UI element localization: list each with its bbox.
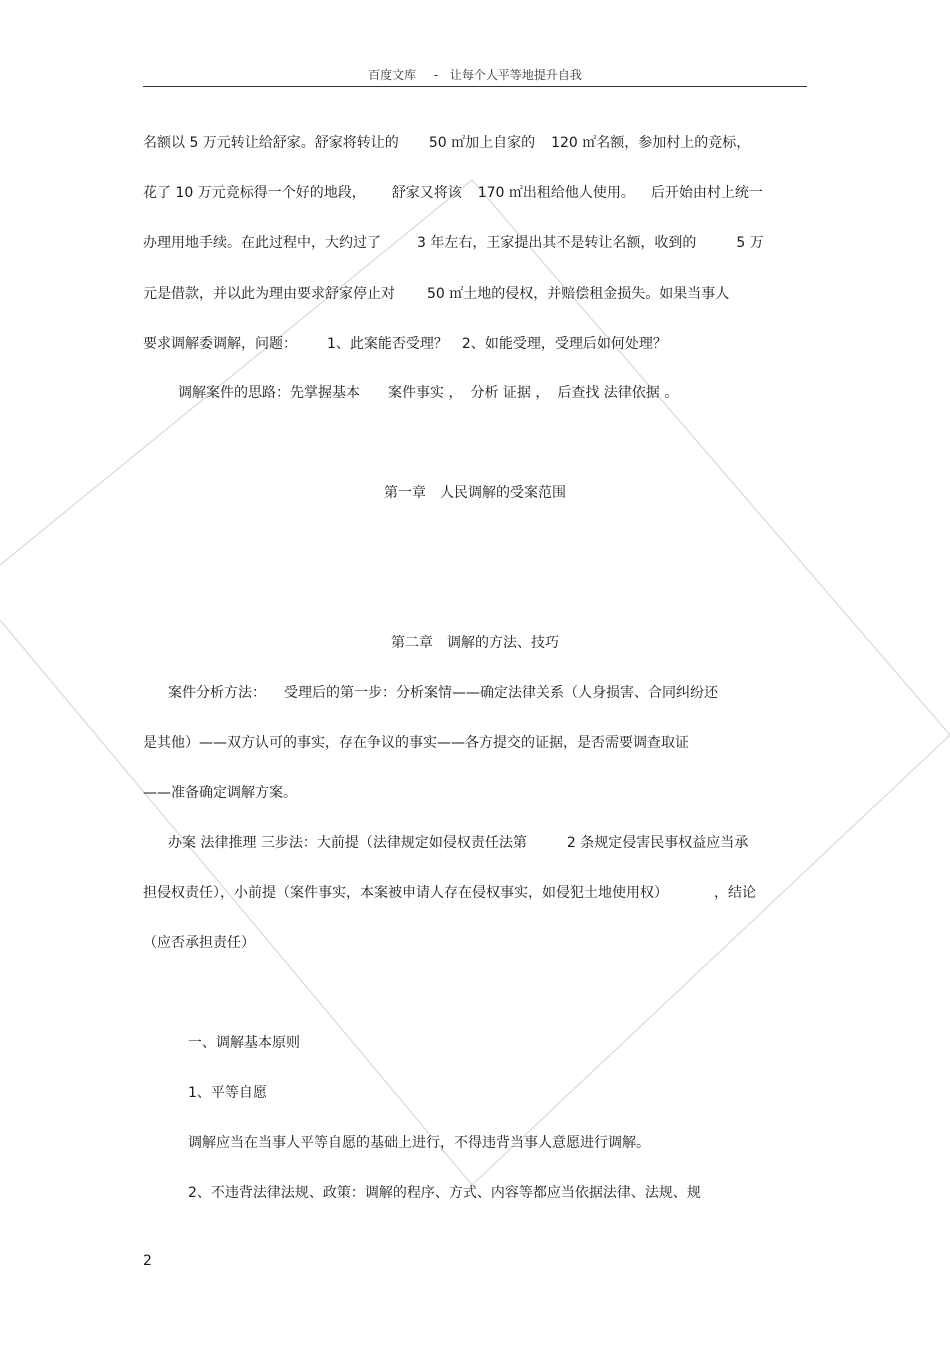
text-run: 1、此案能否受理？ (327, 336, 448, 352)
header-site-name: 百度文库 (368, 68, 417, 82)
text-run: 调解案件的思路：先掌握基本 (178, 385, 360, 401)
text-run: ，结论 (714, 885, 756, 901)
paragraph-line (143, 134, 750, 152)
chapter-2-title: 第二章 调解的方法、技巧 (391, 635, 559, 651)
text-run: 案件分析方法： (168, 685, 266, 701)
text-run: 加上自家的 (465, 135, 536, 151)
case-thinking-line (178, 384, 678, 402)
text-run: 元是借款，并以此为理由要求舒家停止对 (143, 286, 395, 302)
text-run: 名额以 5 万元转让给舒家。舒家将转让的 (143, 135, 399, 151)
chapter-1-title: 第一章 人民调解的受案范围 (384, 485, 566, 501)
text-run: 要求调解委调解，问题： (143, 336, 297, 352)
principle-1-body: 调解应当在当事人平等自愿的基础上进行，不得违背当事人意愿进行调解。 (188, 1135, 650, 1151)
text-run: 土地的侵权，并赔偿租金损失。如果当事人 (463, 286, 730, 302)
text-run: 3 年左右，王家提出其不是转让名额，收到的 (417, 235, 697, 251)
header-separator: - (433, 68, 439, 82)
text-run: 案件事实 ， (388, 385, 463, 401)
text-run: 后开始由村上统一 (650, 185, 763, 201)
reasoning-line (143, 884, 756, 902)
text-run: 受理后的第一步：分析案情——确定法律关系（人身损害、合同纠纷还 (284, 685, 718, 701)
text-run: 170 ㎡ (477, 185, 523, 201)
text-run: 名额，参加村上的竞标， (596, 135, 751, 151)
principles-heading: 一、调解基本原则 (188, 1035, 300, 1051)
reasoning-line: （应否承担责任） (143, 935, 255, 951)
text-run: 担侵权责任），小前提（案件事实，本案被申请人存在侵权事实，如侵犯土地使用权） (143, 885, 668, 901)
text-run: 50 ㎡ (427, 286, 464, 302)
principle-1-title: 1、平等自愿 (188, 1085, 267, 1101)
paragraph-line (143, 234, 764, 252)
text-run: 2、如能受理，受理后如何处理？ (461, 336, 667, 352)
text-run: 后查找 法律依据 。 (557, 385, 679, 401)
text-run: 出租给他人使用。 (522, 185, 635, 201)
text-run: 5 万 (736, 235, 764, 251)
principle-2-line: 2、不违背法律法规、政策：调解的程序、方式、内容等都应当依据法律、法规、规 (188, 1185, 701, 1201)
analysis-line: 是其他）——双方认可的事实，存在争议的事实——各方提交的证据，是否需要调查取证 (143, 735, 689, 751)
paragraph-line (143, 184, 763, 202)
text-run: 舒家又将该 (391, 185, 462, 201)
text-run: 分析 证据 ， (470, 385, 550, 401)
text-run: 花了 10 万元竞标得一个好的地段， (143, 185, 366, 201)
paragraph-line (143, 335, 667, 353)
analysis-line (168, 684, 718, 702)
header-slogan: 让每个人平等地提升自我 (449, 68, 582, 82)
text-run: 120 ㎡ (551, 135, 597, 151)
page-number: 2 (143, 1253, 152, 1269)
text-run: 办理用地手续。在此过程中，大约过了 (143, 235, 381, 251)
text-run: 50 ㎡ (428, 135, 466, 151)
page-header (0, 66, 950, 83)
text-run: 2 条规定侵害民事权益应当承 (566, 835, 749, 851)
paragraph-line (143, 285, 729, 303)
header-divider (143, 86, 807, 87)
analysis-line: ——准备确定调解方案。 (143, 785, 297, 801)
reasoning-line (168, 834, 748, 852)
text-run: 办案 法律推理 三步法：大前提（法律规定如侵权责任法第 (168, 835, 527, 851)
